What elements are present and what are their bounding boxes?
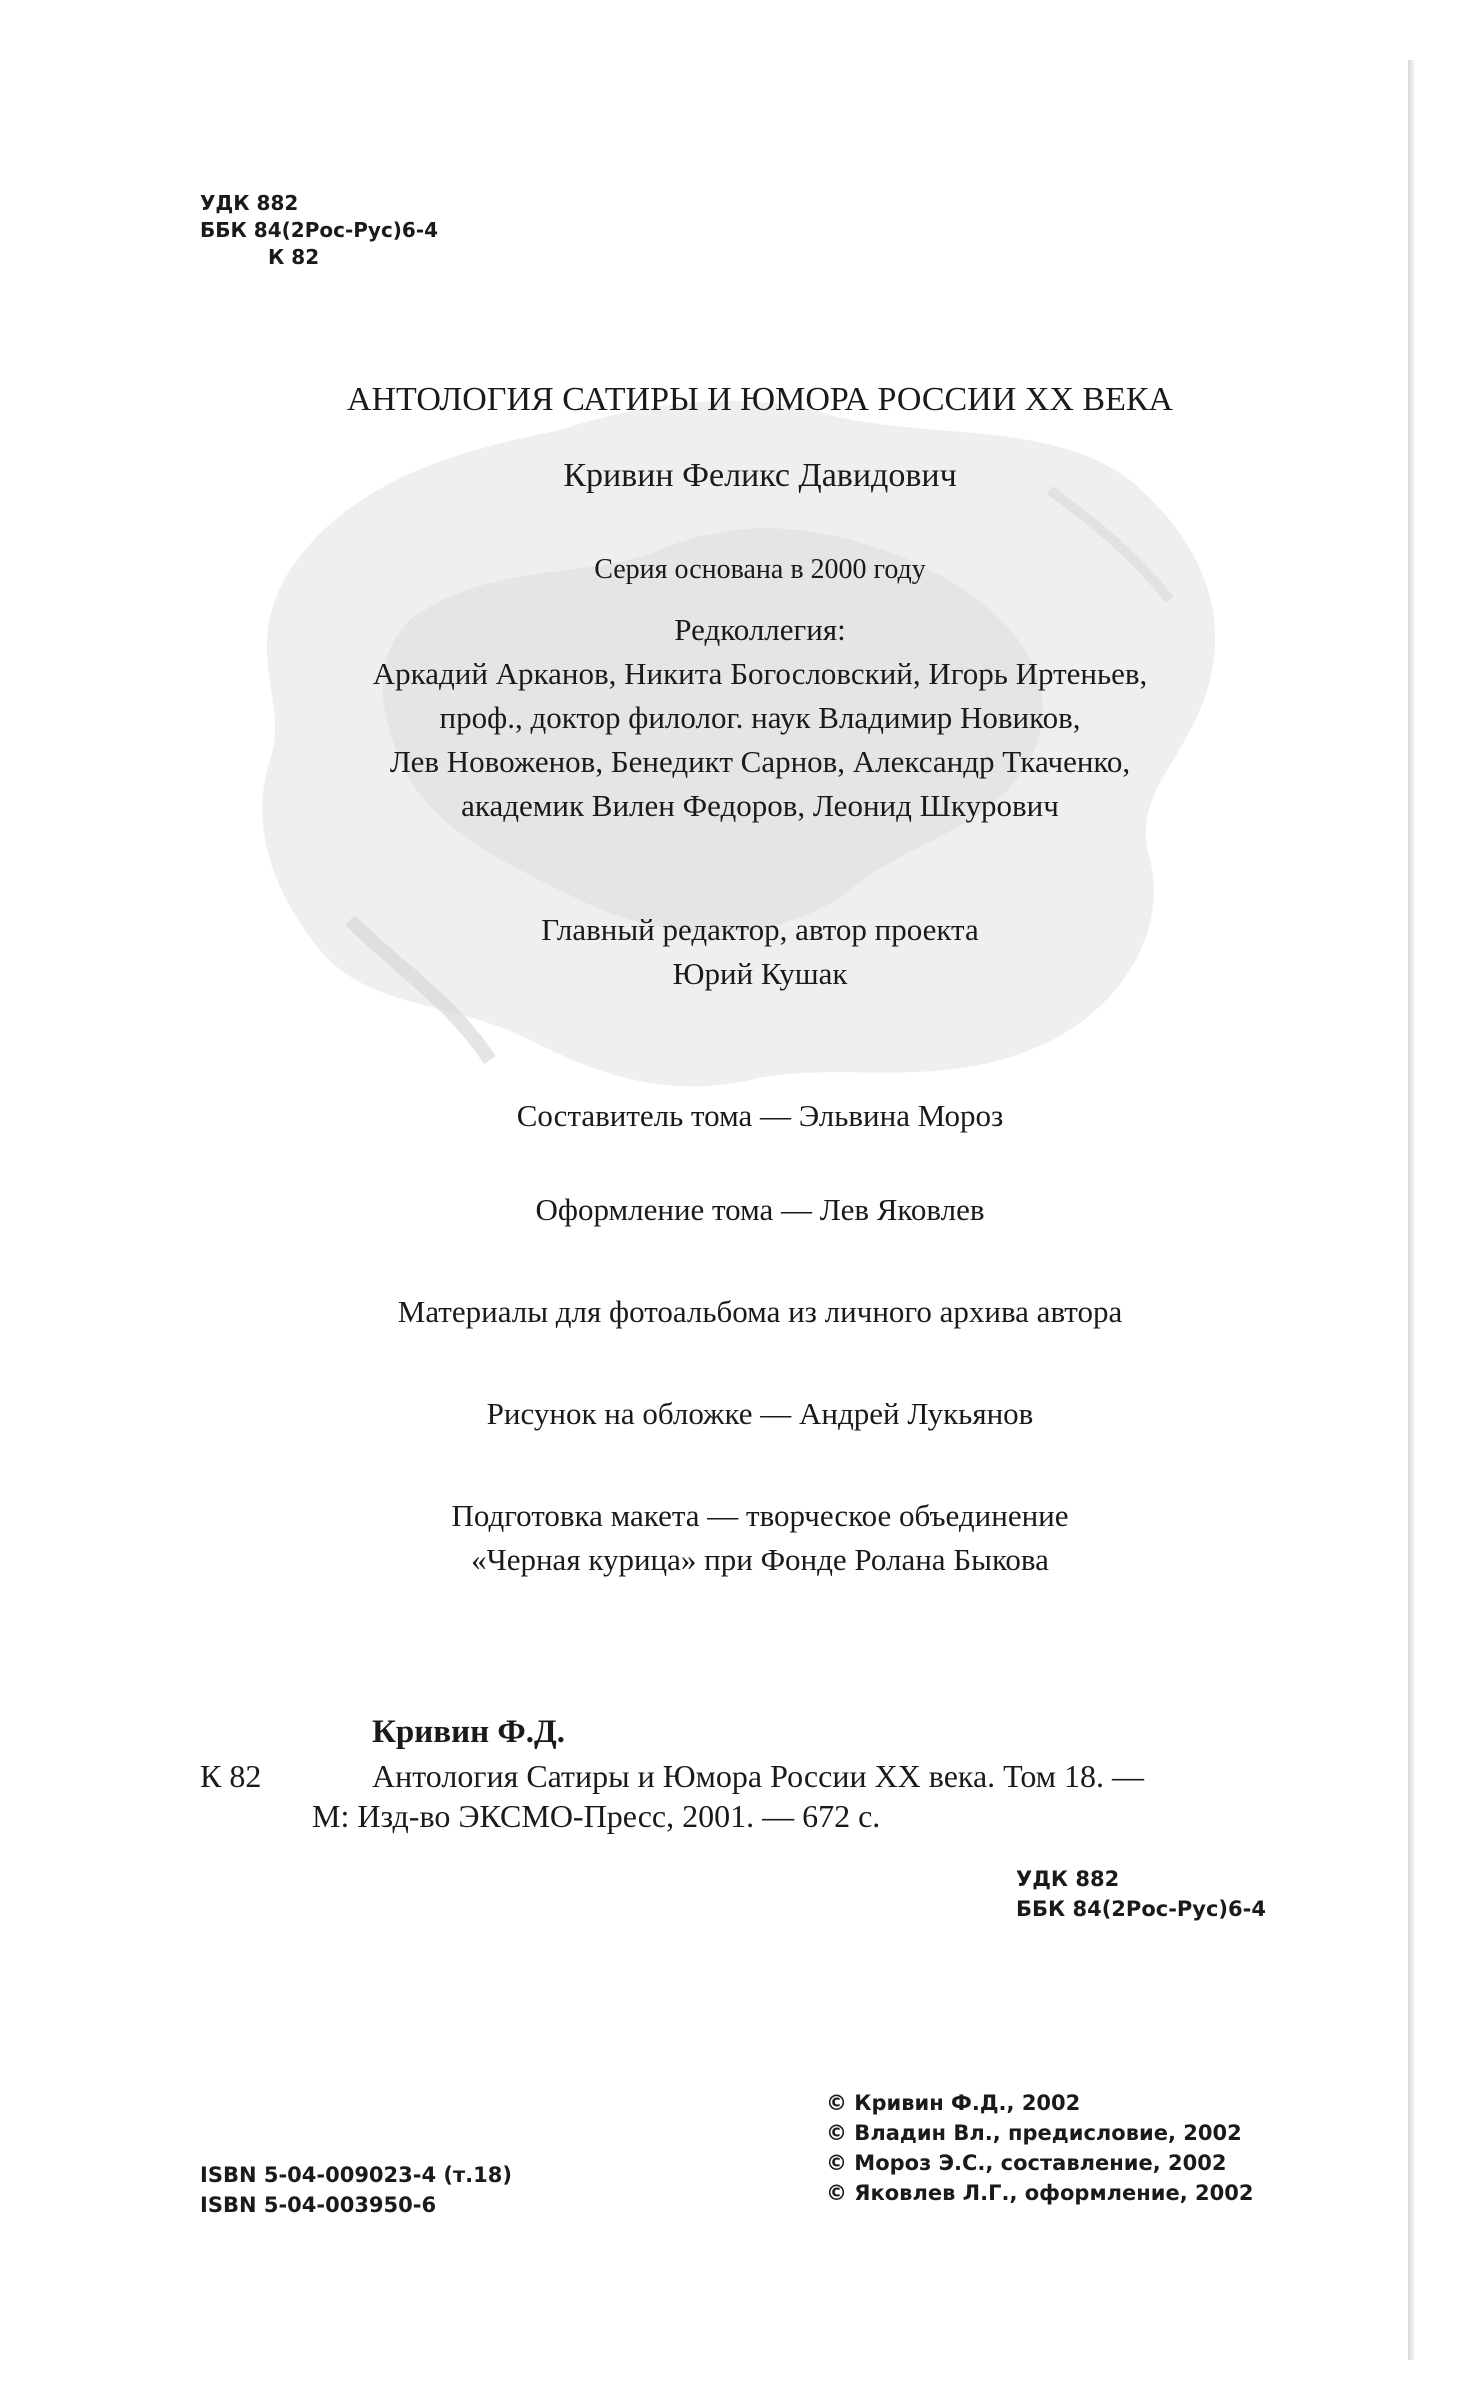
editorial-board-line: проф., доктор филолог. наук Владимир Новиков, [439,700,1081,735]
isbn-series: ISBN 5-04-003950-6 [200,2193,437,2217]
editorial-board-line: академик Вилен Федоров, Леонид Шкурович [461,788,1059,823]
author-name: Кривин Феликс Давидович [563,457,957,494]
editorial-board-line: Аркадий Арканов, Никита Богословский, Игорь Иртеньев, [372,656,1148,691]
biblio-classification [1016,1864,1266,1924]
layout-credit [0,1494,1479,1582]
editorial-board-line: Лев Новоженов, Бенедикт Сарнов, Александр Ткаченко, [389,744,1131,779]
isbn-volume: ISBN 5-04-009023-4 (т.18) [200,2163,512,2187]
editorial-board-heading: Редколлегия: [674,612,846,647]
biblio-title-line: Антология Сатиры и Юмора России XX века. Том 18. — [372,1758,1144,1794]
chief-editor-role: Главный редактор, автор проекта [541,912,979,947]
copyright-line: © Яковлев Л.Г., оформление, 2002 [826,2181,1254,2205]
biblio-udk: УДК 882 [1016,1867,1120,1891]
copyright-line: © Владин Вл., предисловие, 2002 [826,2121,1242,2145]
chief-editor-name: Юрий Кушак [672,956,848,991]
copyright-line: © Кривин Ф.Д., 2002 [826,2091,1081,2115]
copyright-block [826,2088,1253,2208]
classification-block [200,190,438,271]
layout-credit-line: «Черная курица» при Фонде Ролана Быкова [471,1542,1049,1577]
biblio-imprint-line: М: Изд-во ЭКСМО-Пресс, 2001. — 672 с. [312,1798,881,1834]
series-title: АНТОЛОГИЯ САТИРЫ И ЮМОРА РОССИИ XX ВЕКА [346,381,1174,418]
layout-credit-line: Подготовка макета — творческое объединение [451,1498,1069,1533]
volume-compiler: Составитель тома — Эльвина Мороз [516,1098,1004,1133]
author-mark: К 82 [268,245,320,269]
biblio-code: К 82 [200,1758,262,1794]
series-founded: Серия основана в 2000 году [594,554,926,585]
bbk-code: ББК 84(2Рос-Рус)6-4 [200,218,439,242]
cover-illustration: Рисунок на обложке — Андрей Лукьянов [486,1396,1034,1431]
udk-code: УДК 882 [200,191,299,215]
editorial-board [0,608,1479,828]
chief-editor [0,908,1479,996]
volume-design: Оформление тома — Лев Яковлев [535,1192,985,1227]
biblio-author: Кривин Ф.Д. [372,1714,565,1750]
copyright-line: © Мороз Э.С., составление, 2002 [826,2151,1227,2175]
photo-album-materials: Материалы для фотоальбома из личного архива автора [397,1294,1123,1329]
biblio-bbk: ББК 84(2Рос-Рус)6-4 [1016,1897,1266,1921]
isbn-block [200,2160,512,2220]
